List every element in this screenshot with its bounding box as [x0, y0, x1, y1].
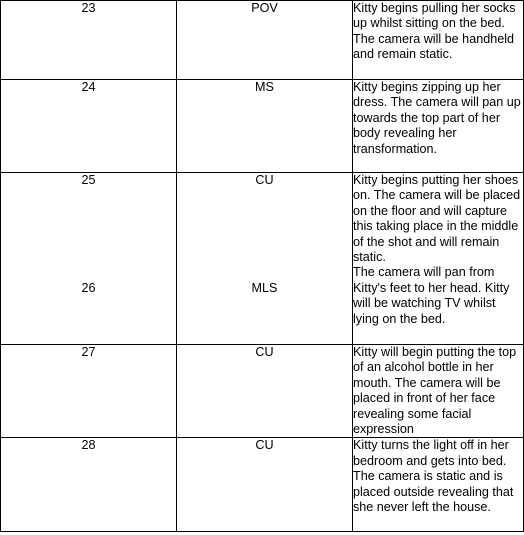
- shot-number: 23: [81, 1, 96, 15]
- shot-number: 27: [81, 345, 96, 359]
- shot-number-cell: [1, 173, 177, 345]
- shot-type-cell: [177, 1, 353, 80]
- shot-number: 28: [81, 438, 96, 453]
- shot-type: POV: [251, 1, 278, 15]
- shot-type-cell: [177, 80, 353, 173]
- shot-description-cell: [353, 438, 524, 532]
- shot-type: CU: [255, 438, 274, 453]
- shot-number-cell: [1, 438, 177, 532]
- shot-description-cell: [353, 173, 524, 345]
- shot-type-cell: [177, 438, 353, 532]
- shot-number-cell: [1, 80, 177, 173]
- shot-type: CU: [255, 345, 274, 359]
- shot-type: CU: [255, 173, 274, 187]
- shot-description: Kitty will begin putting the top of an alcohol bottle in her mouth. The camera will be placed in front of her face revealing some facial expression: [353, 345, 517, 437]
- shot-description-cell: [353, 80, 524, 173]
- shot-type-cell: [177, 345, 353, 438]
- shot-description-cell: [353, 345, 524, 438]
- table-row: [1, 1, 524, 80]
- table-row: [1, 173, 524, 345]
- shot-number: 25: [81, 173, 96, 187]
- shot-description: The camera will pan from Kitty's feet to her head. Kitty will be watching TV whilst lying on the bed.: [353, 265, 510, 326]
- shot-description: Kitty begins pulling her socks up whilst sitting on the bed. The camera will be handheld and remain static.: [353, 1, 516, 62]
- shot-type: MLS: [251, 280, 278, 295]
- shot-number: 24: [81, 80, 96, 94]
- shot-number-cell: [1, 1, 177, 80]
- table-row: [1, 345, 524, 438]
- shot-description: Kitty turns the light off in her bedroom and gets into bed. The camera is static and is placed outside revealing that she never left the house.: [353, 438, 514, 515]
- shot-description-cell: [353, 1, 524, 80]
- table-row: [1, 80, 524, 173]
- shot-type-cell: [177, 173, 353, 345]
- shot-description: Kitty begins putting her shoes on. The camera will be placed on the floor and will capture this taking place in the middle of the shot and will remain static.: [353, 173, 521, 265]
- shot-number-cell: [1, 345, 177, 438]
- shot-type: MS: [255, 80, 274, 94]
- table-row: [1, 438, 524, 532]
- shot-description: Kitty begins zipping up her dress. The camera will pan up towards the top part of her body revealing her transformation.: [353, 80, 521, 156]
- shot-number: 26: [81, 280, 96, 295]
